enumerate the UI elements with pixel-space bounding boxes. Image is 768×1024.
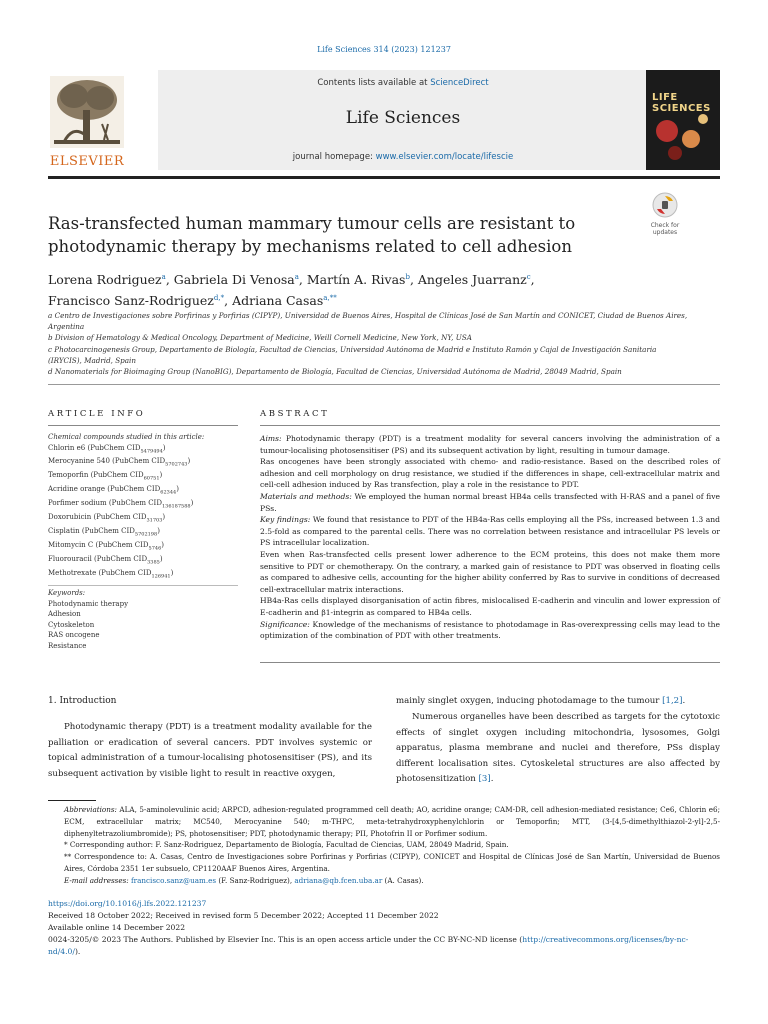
compound-item: Merocyanine 540 (PubChem $CID_{5702743}$) — [48, 457, 191, 468]
intro-text: Numerous organelles have been described as targets for the cytotoxic effects of singlet oxygen including mitochondria, lysosomes, Golgi apparatus, plasma membrane and nuclei and therefore, PSs display different localisation sites. Cytoskeletal structures are also affected by photosensitization — [396, 712, 720, 785]
abstract-body — [260, 433, 720, 642]
author[interactable] — [307, 272, 410, 287]
author[interactable] — [418, 272, 531, 287]
check-updates-icon — [652, 192, 678, 218]
compound-name: Fluorouracil (PubChem CID — [48, 554, 148, 563]
journal-cover[interactable] — [646, 70, 720, 170]
journal-banner — [158, 70, 648, 170]
affiliation: c Photocarcinogenesis Group, Departamento de Biología, Facultad de Ciencias, Universidad Autónoma de Madrid e Instituto Ramón y Cajal de Investigación Sanitaria (IRYCIS), Madrid, Spain — [48, 344, 657, 365]
email-owner: (F. Sanz-Rodriguez), — [216, 875, 295, 885]
keywords-rule — [48, 585, 238, 586]
journal-title[interactable]: Life Sciences — [345, 108, 461, 128]
compounds-label: Chemical compounds studied in this article: — [48, 433, 205, 441]
doi-link[interactable]: https://doi.org/10.1016/j.lfs.2022.121237 — [48, 899, 207, 908]
intro-text-end: . — [490, 774, 494, 785]
affiliation: d Nanomaterials for Bioimaging Group (NanoBIG), Departamento de Biología, Facultad de Ciencias, Universidad Autónoma de Madrid, 28049 Madrid, Spain — [48, 367, 622, 377]
abstract-paragraph: HB4a-Ras cells displayed disorganisation of actin fibres, mislocalised E-cadherin and vinculin and lower expression of E-cadherin and β1-integrin as compared to HB4a cells. — [260, 596, 720, 617]
compound-item: Acridine orange (PubChem $CID_{62344}$) — [48, 485, 179, 496]
author-name: Lorena Rodriguez — [48, 272, 162, 288]
email-footnote — [48, 875, 720, 887]
abstract-paragraph: Ras oncogenes have been strongly associated with chemo- and radio-resistance. Based on the described roles of adhesion and cell morphology on drug resistance, we studied if the differences in shape, cell-extracellular matrix and cell-cell adhesion induced by Ras transfection, play a role in the resistance to PDT. — [260, 457, 720, 490]
author-list — [48, 268, 688, 310]
email-owner: (A. Casas). — [382, 875, 424, 885]
compound-cid[interactable]: 62344 — [160, 489, 177, 496]
compound-name: Mitomycin C (PubChem CID — [48, 540, 149, 549]
author-name: Adriana Casas — [232, 293, 324, 309]
author-affil-mark: a — [294, 273, 299, 281]
author-name: Martín A. Rivas — [306, 272, 406, 288]
email-label: E-mail addresses: — [64, 875, 129, 885]
cover-title: LIFE SCIENCES — [652, 92, 711, 114]
methods-label: Materials and methods: — [260, 491, 352, 501]
footnotes — [48, 804, 720, 887]
compound-cid[interactable]: 3385 — [147, 559, 160, 566]
check-updates-line1: Check for — [650, 222, 680, 229]
findings-text: We found that resistance to PDT of the HB4a-Ras cells employing all the PSs, increased between 1.3 and 2.5-fold as compared to the parental cells. There was no correlation between resistance and intracellular PS levels or PS intracellular localization. — [260, 515, 720, 548]
abbreviations-text: ALA, 5-aminolevulinic acid; ARPCD, adhesion-regulated programmed cell death; AO, acridine orange; CAM-DR, cell adhesion-mediated resistance; Ce6, Chlorin e6; ECM, extracellular matrix; MC540, Merocyanine 540; m-THPC, meta-tetrahydroxyphenylchlorin or Temoporfin; MTT, (3-[4,5-dimethylthiazol-2-yl]-2,5-diphenyltetrazoliumbromide); PS, photosensitiser; PDT, photodynamic therapy; PII, Photofrin II or Porfimer sodium. — [64, 805, 720, 838]
author-separator: , — [530, 272, 535, 288]
abbreviations-footnote — [48, 804, 720, 839]
abstract-significance — [260, 619, 720, 642]
footnote-rule — [48, 800, 96, 801]
compound-item: Temoporfin (PubChem $CID_{60751}$) — [48, 471, 163, 482]
aims-text: Photodynamic therapy (PDT) is a treatment modality for several cancers involving the administration of a tumour-localising photosensitiser (PS) and its subsequent activation by light, resulting in tumour damage. — [260, 434, 720, 455]
compound-item: Porfimer sodium (PubChem $CID_{136187588}$) — [48, 499, 194, 510]
cover-art-dot — [682, 130, 700, 148]
author-name: Gabriela Di Venosa — [173, 272, 295, 288]
intro-paragraph: Photodynamic therapy (PDT) is a treatment modality available for the palliation or eradication of several cancers. PDT involves systemic or topical administration of a tumour-localising photosensitiser (PS), and its subsequent activation by visible light to result in reactive oxygen, — [48, 722, 372, 779]
homepage-line — [158, 152, 648, 162]
running-head[interactable]: Life Sciences 314 (2023) 121237 — [317, 45, 451, 54]
affiliation: a Centro de Investigaciones sobre Porfirinas y Porfirias (CIPYP), Universidad de Buenos Aires, Hospital de Clínicas José de San Martín and CONICET, Ciudad de Buenos Aires, Argentina — [48, 311, 688, 332]
compound-item: Fluorouracil (PubChem $CID_{3385}$) — [48, 554, 163, 566]
email-link[interactable]: adriana@qb.fcen.uba.ar — [294, 875, 383, 885]
intro-text: mainly singlet oxygen, inducing photodamage to the tumour — [396, 696, 663, 706]
author-name: Francisco Sanz-Rodriguez — [48, 293, 214, 309]
compound-cid[interactable]: 136187588 — [161, 503, 191, 510]
methods-text: We employed the human normal breast HB4a cells transfected with H-RAS and a panel of five PSs. — [260, 491, 720, 513]
keywords-label: Keywords: — [48, 589, 86, 598]
keyword: Resistance — [48, 641, 87, 650]
compound-cid[interactable]: 126941 — [151, 572, 171, 579]
compound-cid[interactable]: 31703 — [146, 517, 163, 524]
abstract-paragraph: Even when Ras-transfected cells present lower adherence to the ECM proteins, this does not make them more sensitive to PDT or chemotherapy. On the contrary, a marked gain of resistance to PDT was observed in floating cells as compared to adhesive cells, accounting for the higher ability conferred by Ras to survive in conditions of decreased cell-extracellular matrix interactions. — [260, 549, 720, 594]
author-separator: , — [165, 272, 174, 288]
correspondence-footnote: * Corresponding author: F. Sanz-Rodriguez, Departamento de Biología, Facultad de Ciencias, UAM, 28049 Madrid, Spain. — [64, 840, 509, 850]
compound-item: Cisplatin (PubChem $CID_{5702198}$) — [48, 526, 160, 538]
publisher-logo[interactable] — [48, 76, 126, 170]
masthead — [48, 70, 720, 170]
compound-name: Doxorubicin (PubChem CID — [48, 512, 147, 521]
compound-name: Merocyanine 540 (PubChem CID — [48, 457, 166, 466]
intro-text-end: . — [682, 696, 686, 706]
compound-cid[interactable]: 5479494 — [140, 447, 163, 454]
intro-heading: 1. Introduction — [48, 696, 117, 706]
abstract-methods — [260, 491, 720, 514]
compound-cid[interactable]: 5702198 — [134, 531, 158, 538]
author-affil-mark: a,** — [323, 294, 337, 303]
abstract-heading: ABSTRACT — [260, 409, 330, 419]
keyword: RAS oncogene — [48, 631, 100, 640]
available-online: Available online 14 December 2022 — [48, 923, 186, 932]
license-line — [48, 934, 720, 958]
article-info-column — [48, 432, 238, 651]
compound-item: Doxorubicin (PubChem $CID_{31703}$) — [48, 512, 166, 524]
author-affil-mark: d,* — [213, 294, 225, 303]
author-separator: , — [224, 293, 233, 309]
license-link[interactable]: http://creativecommons.org/licenses/by-nc-nd/4.0/ — [48, 935, 689, 956]
compound-name: Temoporfin (PubChem CID — [48, 471, 144, 480]
sciencedirect-link[interactable]: ScienceDirect — [430, 78, 489, 88]
abbreviations-label: Abbreviations: — [64, 805, 117, 814]
cover-art-dot — [656, 120, 678, 142]
author-affil-mark: c — [526, 273, 531, 281]
compound-name: Acridine orange (PubChem CID — [48, 485, 161, 494]
citation-link[interactable]: [3] — [478, 774, 491, 785]
received-dates: Received 18 October 2022; Received in revised form 5 December 2022; Accepted 11 December 2022 — [48, 911, 439, 920]
intro-paragraph-continued — [396, 694, 720, 710]
contents-prefix: Contents lists available at — [317, 78, 431, 88]
abstract-findings — [260, 514, 720, 549]
compound-item: Chlorin e6 (PubChem $CID_{5479494}$) — [48, 443, 166, 454]
abstract-bottom-rule — [260, 662, 720, 663]
publisher-name: ELSEVIER — [49, 154, 125, 169]
license-text: 0024-3205/© 2023 The Authors. Published by Elsevier Inc. This is an open access article under the CC BY-NC-ND license ( — [48, 935, 523, 944]
compound-item: Methotrexate (PubChem $CID_{126941}$) — [48, 568, 174, 579]
author[interactable] — [48, 272, 166, 287]
author[interactable] — [232, 293, 337, 308]
homepage-prefix: journal homepage: — [292, 152, 376, 162]
keyword: Cytoskeleton — [48, 620, 95, 629]
check-for-updates-button[interactable] — [648, 192, 682, 236]
aims-label: Aims: — [260, 434, 282, 443]
header-rule — [48, 176, 720, 179]
license-end: ). — [74, 947, 81, 956]
author[interactable] — [48, 293, 224, 308]
compound-item: Mitomycin C (PubChem $CID_{5746}$) — [48, 540, 165, 552]
correspondence-footnote: ** Correspondence to: A. Casas, Centro de Investigaciones sobre Porfirinas y Porfirias (CIPYP), CONICET and Hospital de Clínicas José de San Martín, Universidad de Buenos Aires, Córdoba 2351 1er subsuelo, CP1120AAF Buenos Aires, Argentina. — [64, 852, 720, 873]
keyword: Adhesion — [48, 610, 81, 619]
homepage-link[interactable]: www.elsevier.com/locate/lifescie — [375, 152, 514, 162]
article-title: Ras-transfected human mammary tumour cells are resistant to photodynamic therapy by mechanisms related to cell adhesion — [48, 214, 576, 256]
significance-label: Significance: — [260, 619, 310, 629]
abstract-rule — [260, 425, 720, 426]
article-info-rule — [48, 425, 238, 426]
affiliations — [48, 310, 688, 377]
intro-paragraph — [396, 710, 720, 788]
elsevier-tree-icon — [50, 76, 124, 148]
check-updates-text — [648, 222, 682, 236]
email-link[interactable]: francisco.sanz@uam.es — [131, 875, 217, 885]
significance-text: Knowledge of the mechanisms of resistance to photodamage in Ras-overexpressing cells may lead to the optimization of the combination of PDT with other treatments. — [260, 619, 720, 641]
compound-cid[interactable]: 5746 — [148, 545, 162, 552]
compound-cid[interactable]: 60751 — [143, 475, 160, 482]
cover-art-dot — [668, 146, 682, 160]
author-name: Angeles Juarranz — [417, 272, 527, 288]
abstract-aims — [260, 433, 720, 456]
affiliation: b Division of Hematology & Medical Oncology, Department of Medicine, Weill Cornell Medicine, New York, NY, USA — [48, 333, 472, 343]
author-separator: , — [298, 272, 307, 288]
citation-link[interactable]: [1,2] — [662, 696, 683, 706]
keyword: Photodynamic therapy — [48, 599, 129, 608]
article-info-heading: ARTICLE INFO — [48, 409, 146, 419]
compound-name: Methotrexate (PubChem CID — [48, 568, 152, 577]
article-meta — [48, 898, 720, 958]
compound-cid[interactable]: 5702743 — [165, 461, 188, 468]
author-affil-mark: b — [405, 273, 410, 281]
cover-art-dot — [698, 114, 708, 124]
compound-name: Porfimer sodium (PubChem CID — [48, 499, 162, 508]
contents-line — [158, 78, 648, 88]
findings-label: Key findings: — [260, 515, 311, 525]
author-affil-mark: a — [161, 273, 166, 281]
section-rule — [48, 384, 720, 385]
author-separator: , — [409, 272, 418, 288]
check-updates-line2: updates — [652, 229, 678, 236]
compound-name: Chlorin e6 (PubChem CID — [48, 443, 141, 452]
compound-name: Cisplatin (PubChem CID — [48, 526, 135, 535]
author[interactable] — [174, 272, 299, 287]
